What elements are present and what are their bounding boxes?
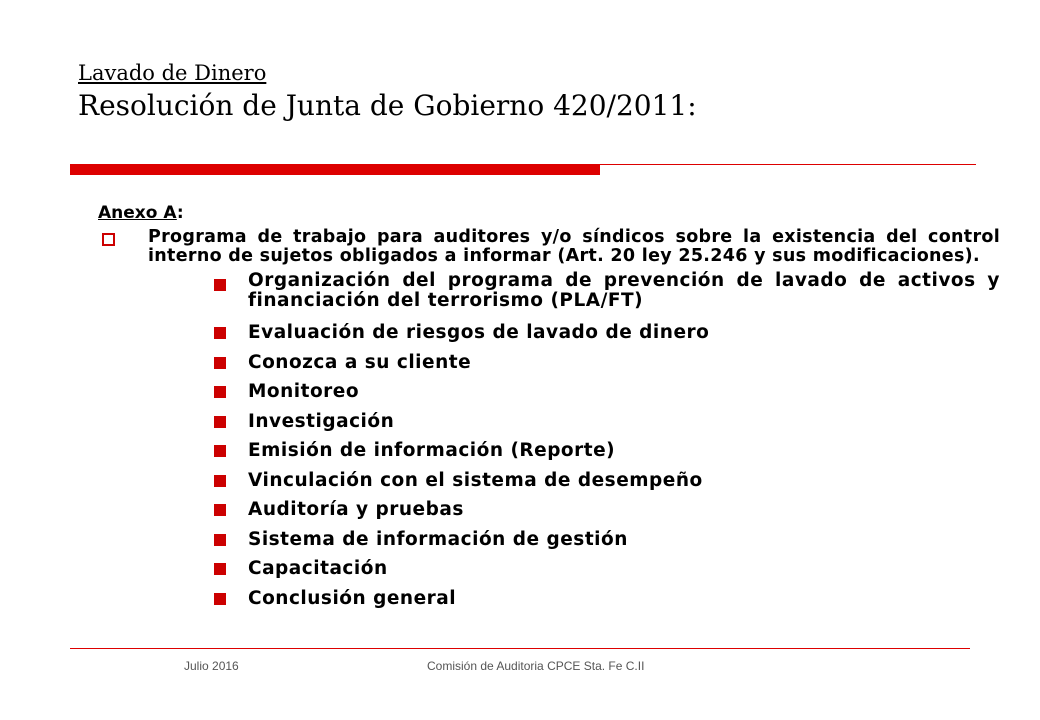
filled-square-icon: [214, 593, 226, 605]
title-subtitle: Resolución de Junta de Gobierno 420/2011:: [78, 89, 697, 122]
slide-title: [78, 58, 978, 124]
filled-square-icon: [214, 534, 226, 546]
filled-square-icon: [214, 475, 226, 487]
list-item-text: Auditoría y pruebas: [248, 499, 464, 520]
title-divider-thin: [600, 164, 976, 165]
list-item-text: Evaluación de riesgos de lavado de dinero: [248, 322, 710, 343]
list-item: [148, 271, 1000, 311]
list-item-text: Emisión de información (Reporte): [248, 440, 616, 461]
filled-square-icon: [214, 416, 226, 428]
list-item-text: Vinculación con el sistema de desempeño: [248, 469, 703, 491]
list-item: [148, 466, 1000, 496]
filled-square-icon: [214, 327, 226, 339]
list-item: [148, 407, 1000, 437]
annex-heading: [98, 200, 1000, 226]
list-item: [148, 348, 1000, 378]
sub-bullet-list: [148, 271, 1000, 613]
list-item-text: Conozca a su cliente: [248, 351, 472, 373]
list-item: [148, 377, 1000, 407]
footer-divider: [70, 648, 970, 649]
title-divider-thick: [70, 164, 600, 175]
list-item-text: Investigación: [248, 410, 395, 432]
filled-square-icon: [214, 504, 226, 516]
list-item-text: Sistema de información de gestión: [248, 528, 628, 550]
filled-square-icon: [214, 386, 226, 398]
title-main: Lavado de Dinero: [78, 61, 267, 85]
filled-square-icon: [214, 563, 226, 575]
annex-colon: :: [176, 203, 184, 223]
list-item-text: Organización del programa de prevención de lavado de activos y financiación del terrorismo (PLA/FT): [248, 270, 1000, 311]
filled-square-icon: [214, 445, 226, 457]
filled-square-icon: [214, 357, 226, 369]
main-bullet-item: [98, 228, 1000, 613]
list-item: [148, 525, 1000, 555]
slide-content: [98, 200, 1000, 613]
list-item-text: Monitoreo: [248, 381, 360, 402]
list-item: [148, 584, 1000, 614]
list-item: [148, 554, 1000, 584]
annex-label: Anexo A: [98, 203, 177, 223]
list-item: [148, 318, 1000, 348]
list-item: [148, 436, 1000, 466]
list-item-text: Conclusión general: [248, 587, 457, 609]
hollow-square-icon: [102, 233, 115, 246]
main-bullet-text: Programa de trabajo para auditores y/o síndicos sobre la existencia del control interno de sujetos obligados a informar (Art. 20 ley 25.246 y sus modificaciones).: [148, 227, 1000, 266]
footer-organization: Comisión de Auditoria CPCE Sta. Fe C.II: [427, 659, 645, 673]
footer-date: Julio 2016: [184, 659, 239, 673]
list-item: [148, 495, 1000, 525]
filled-square-icon: [214, 279, 226, 291]
list-item-text: Capacitación: [248, 558, 388, 579]
